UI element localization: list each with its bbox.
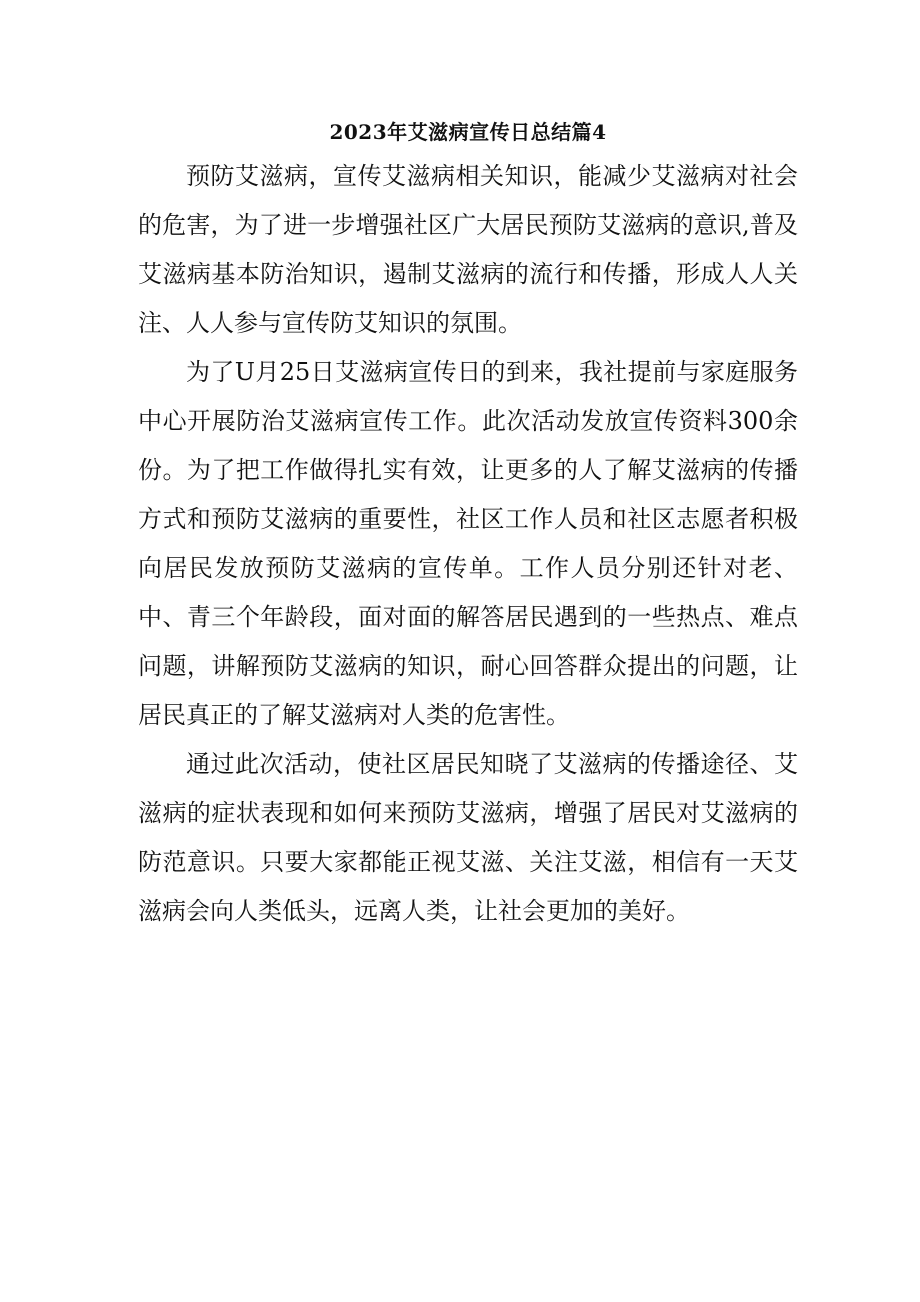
document-body	[138, 112, 798, 936]
document-title: 2023年艾滋病宣传日总结篇4	[329, 120, 607, 144]
paragraph-intro: 预防艾滋病，宣传艾滋病相关知识，能减少艾滋病对社会的危害，为了进一步增强社区广大居民预防艾滋病的意识,普及艾滋病基本防治知识，遏制艾滋病的流行和传播，形成人人关注、人人参与宣传防艾知识的氛围。	[138, 162, 798, 337]
paragraph-activity: 为了U月25日艾滋病宣传日的到来，我社提前与家庭服务中心开展防治艾滋病宣传工作。此次活动发放宣传资料300余份。为了把工作做得扎实有效，让更多的人了解艾滋病的传播方式和预防艾滋病的重要性，社区工作人员和社区志愿者积极向居民发放预防艾滋病的宣传单。工作人员分别还针对老、中、青三个年龄段，面对面的解答居民遇到的一些热点、难点问题，讲解预防艾滋病的知识，耐心回答群众提出的问题，让居民真正的了解艾滋病对人类的危害性。	[138, 358, 798, 729]
paragraph-conclusion: 通过此次活动，使社区居民知晓了艾滋病的传播途径、艾滋病的症状表现和如何来预防艾滋病，增强了居民对艾滋病的防范意识。只要大家都能正视艾滋、关注艾滋，相信有一天艾滋病会向人类低头，远离人类，让社会更加的美好。	[138, 750, 798, 925]
